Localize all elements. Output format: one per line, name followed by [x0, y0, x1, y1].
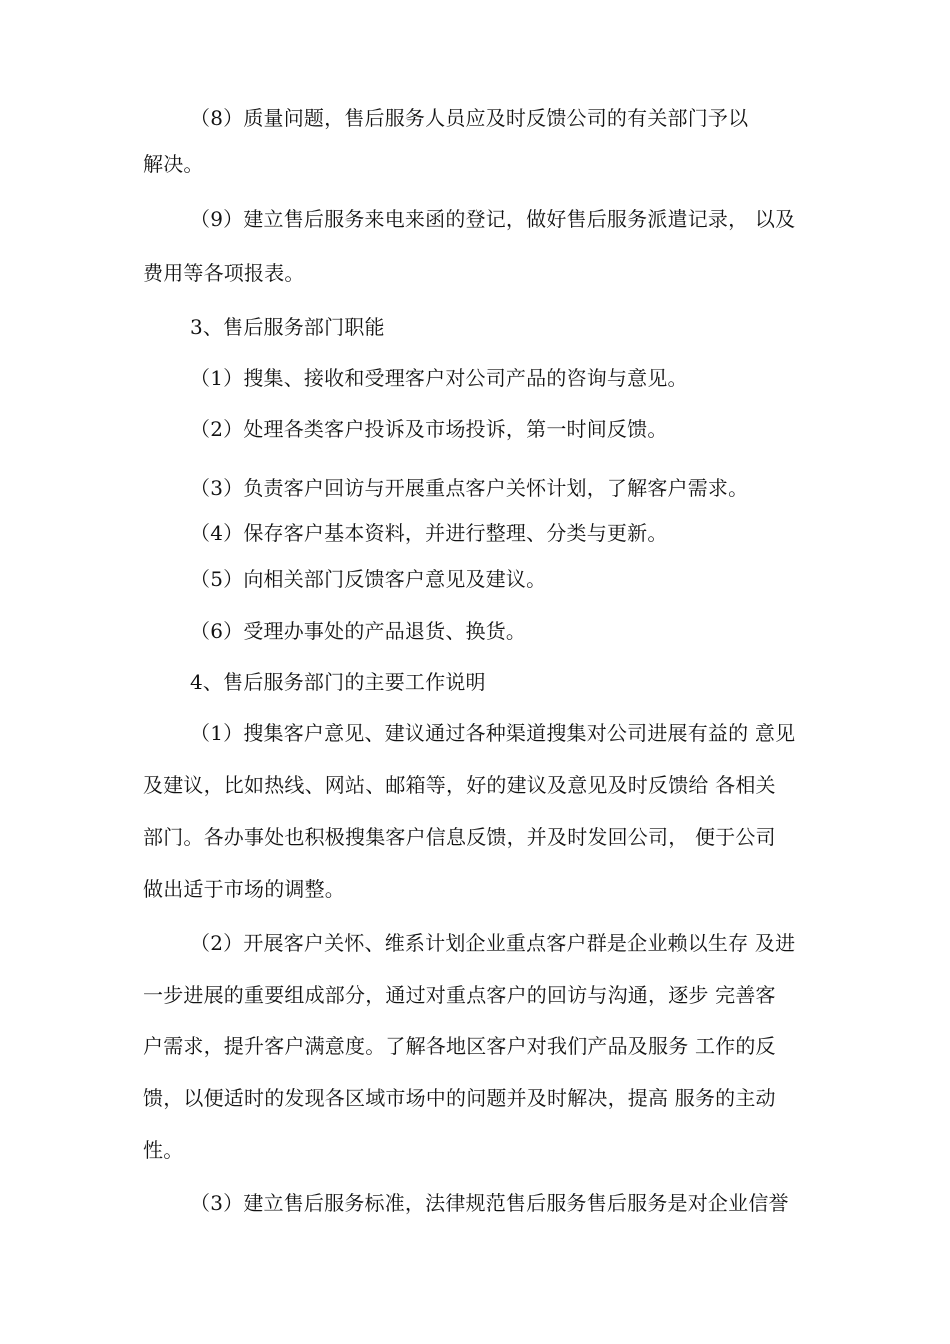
section-4-p2-line-2: 一步进展的重要组成部分，通过对重点客户的回访与沟通，逐步 完善客 [143, 983, 776, 1007]
section-3-item-6: （6）受理办事处的产品退货、换货。 [190, 619, 527, 643]
item-8-line-2: 解决。 [143, 152, 204, 176]
section-4-p1-line-2: 及建议，比如热线、网站、邮箱等，好的建议及意见及时反馈给 各相关 [143, 773, 776, 797]
section-3-heading: 3、售后服务部门职能 [190, 315, 385, 339]
item-9-line-2: 费用等各项报表。 [143, 261, 305, 285]
section-3-item-3: （3）负责客户回访与开展重点客户关怀计划，了解客户需求。 [190, 476, 749, 500]
section-4-p2-line-4: 馈，以便适时的发现各区域市场中的问题并及时解决，提高 服务的主动 [143, 1086, 776, 1110]
section-4-p1-line-1: （1）搜集客户意见、建议通过各种渠道搜集对公司进展有益的 意见 [190, 721, 796, 745]
section-3-item-5: （5）向相关部门反馈客户意见及建议。 [190, 567, 547, 591]
section-3-item-1: （1）搜集、接收和受理客户对公司产品的咨询与意见。 [190, 366, 688, 390]
section-4-p1-line-3: 部门。各办事处也积极搜集客户信息反馈，并及时发回公司， 便于公司 [143, 825, 776, 849]
item-8-line-1: （8）质量问题，售后服务人员应及时反馈公司的有关部门予以 [190, 106, 749, 130]
section-4-heading: 4、售后服务部门的主要工作说明 [190, 670, 486, 694]
section-4-p3-line-1: （3）建立售后服务标准，法律规范售后服务售后服务是对企业信誉 [190, 1191, 789, 1215]
section-4-p2-line-3: 户需求，提升客户满意度。了解各地区客户对我们产品及服务 工作的反 [143, 1034, 776, 1058]
section-4-p1-line-4: 做出适于市场的调整。 [143, 877, 345, 901]
section-4-p2-line-1: （2）开展客户关怀、维系计划企业重点客户群是企业赖以生存 及进 [190, 931, 796, 955]
section-3-item-4: （4）保存客户基本资料，并进行整理、分类与更新。 [190, 521, 668, 545]
section-3-item-2: （2）处理各类客户投诉及市场投诉，第一时间反馈。 [190, 417, 668, 441]
item-9-line-1: （9）建立售后服务来电来函的登记，做好售后服务派遣记录， 以及 [190, 207, 796, 231]
section-4-p2-line-5: 性。 [143, 1138, 184, 1162]
